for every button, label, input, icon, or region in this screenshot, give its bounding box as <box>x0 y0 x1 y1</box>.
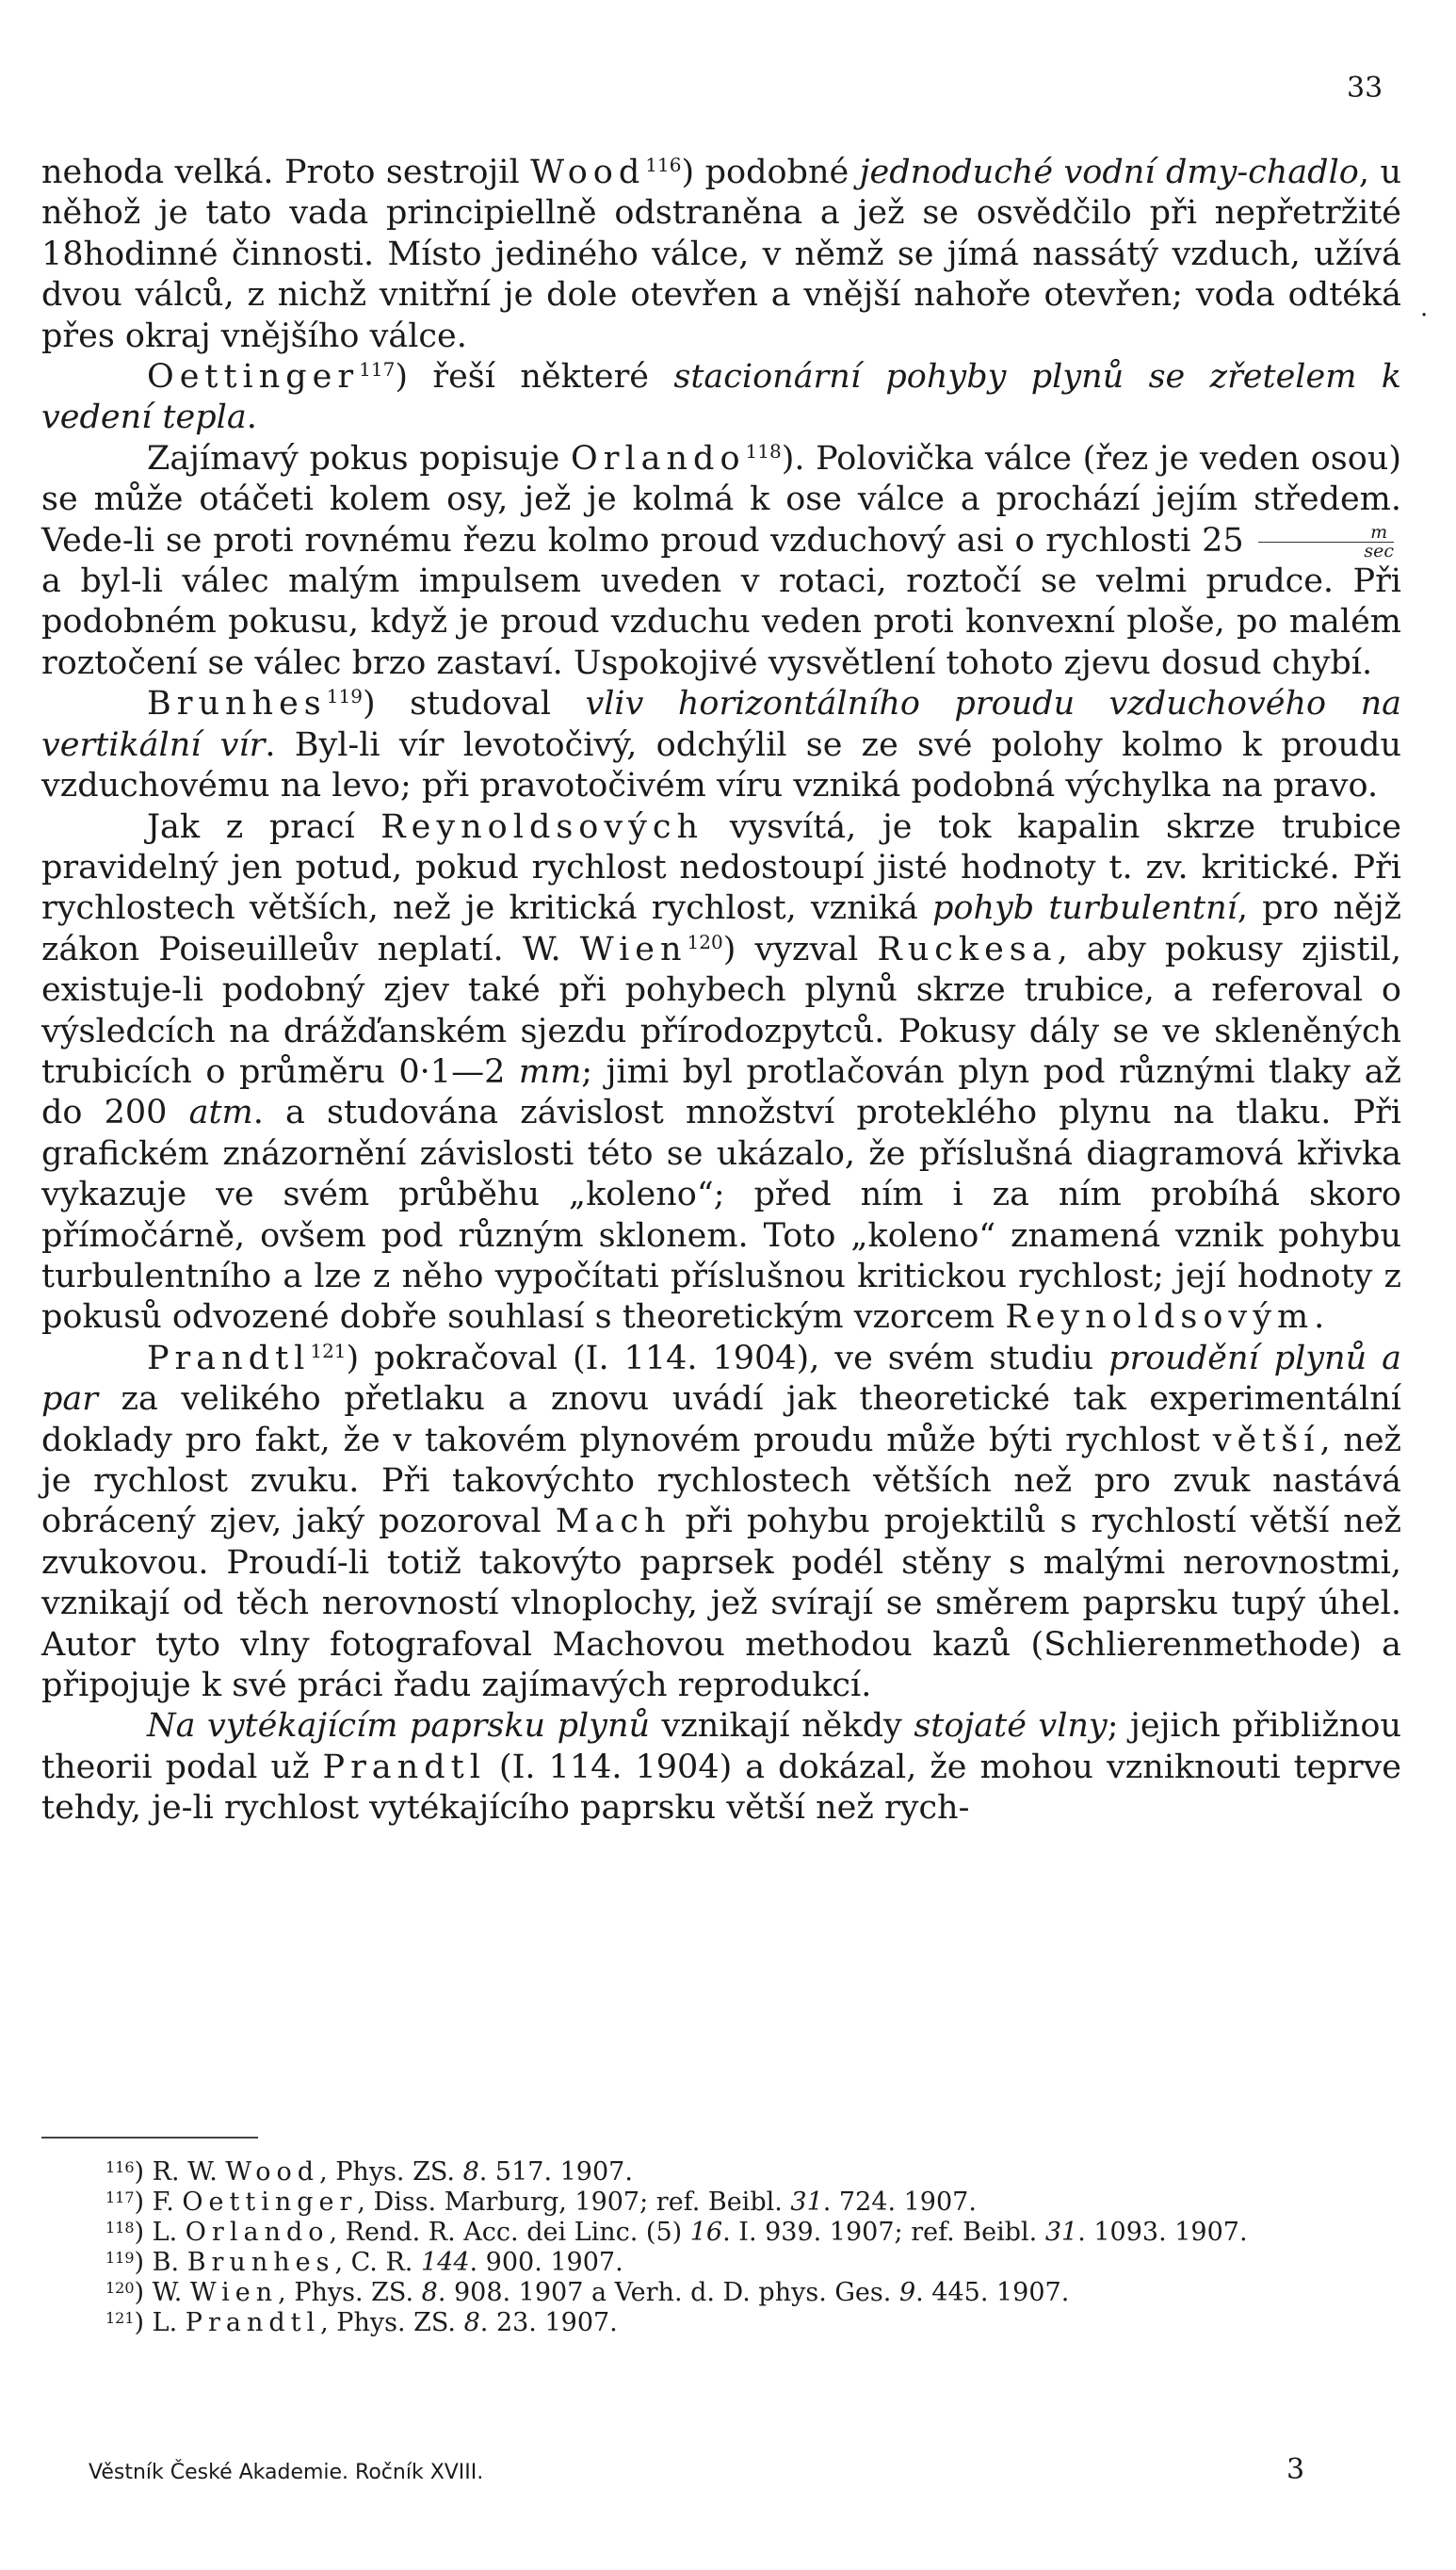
text-run: při pohybu projektilů s rychlostí větší než zvukovou. Proudí-li totiž takovýto paprsek podél stěny s malými nerovnostmi, vznikají od těch nerovností vlnoplochy, jež svírají se směrem paprsku tupý úhel. Autor tyto vlny fotografoval Machovou methodou kazů (Schlierenmethode) a připojuje k své práci řadu zajímavých reprodukcí. <box>41 1503 1401 1705</box>
text-run: . Byl-li vír levotočivý, odchýlil se ze své polohy kolmo k proudu vzduchovému na levo; při pravotočivém víru vzniká podobná výchylka na pravo. <box>41 725 1401 805</box>
spaced-name: Prandtl <box>185 2308 321 2337</box>
spaced-name: Wien <box>579 930 688 968</box>
text-run: B. <box>152 2248 187 2277</box>
text-run: . <box>1314 1298 1325 1337</box>
footnote-number: 117 <box>105 2188 135 2206</box>
paragraph <box>41 684 1401 806</box>
footnote-paren: ) <box>134 2157 153 2187</box>
text-run: , Diss. Marburg, 1907; ref. Beibl. <box>357 2188 791 2217</box>
text-run: vznikají někdy <box>650 1707 914 1746</box>
footnote <box>38 2157 1413 2188</box>
italic-text: atm <box>188 1094 253 1132</box>
footnote-paren: ) <box>134 2188 153 2217</box>
text-run: , u něhož je tato vada principiellně odstraněna a jež se osvědčilo při nepřetržité 18hodinné činnosti. Místo jediného válce, v němž se jímá nassátý vzduch, užívá dvou válců, z nichž vnitřní je dole otevřen a vnější nahoře otevřen; voda odtéká přes okraj vnějšího válce. <box>41 154 1401 355</box>
spaced-name: Wood <box>530 154 646 191</box>
italic-text: 8 <box>462 2157 479 2187</box>
text-run: . 23. 1907. <box>479 2308 618 2337</box>
paragraph <box>41 153 1401 357</box>
spaced-name: Prandtl <box>147 1339 311 1377</box>
text-run: . 445. 1907. <box>915 2278 1070 2307</box>
spaced-name: Wood <box>225 2157 320 2187</box>
paragraph <box>41 439 1401 684</box>
text-run: a byl-li válec malým impulsem uveden v rotaci, roztočí se velmi prudce. Při podobném pokusu, když je proud vzduchu veden proti konvexní ploše, po malém roztočení se válec brzo zastaví. Uspokojivé vysvětlení tohoto zjevu dosud chybí. <box>41 562 1401 682</box>
paragraph <box>41 1339 1401 1707</box>
text-run: Zajímavý pokus popisuje <box>147 439 572 478</box>
paragraph <box>41 357 1401 439</box>
text-run: (I. 114. 1904) a dokázal, že mohou vzniknouti teprve tehdy, je-li rychlost vytékajícího paprsku větší než rych- <box>41 1748 1401 1828</box>
text-run: L. <box>152 2218 186 2247</box>
journal-footer: Věstník České Akademie. Ročník XVIII. <box>89 2461 484 2484</box>
margin-mark: · <box>1420 301 1429 330</box>
paragraph <box>41 1706 1401 1829</box>
footnote-paren: ) <box>134 2218 153 2247</box>
footnote-number: 119 <box>105 2249 135 2267</box>
spaced-name: větší <box>1212 1421 1320 1459</box>
text-run: ) vyzval <box>722 930 878 968</box>
text-run: nehoda velká. Proto sestrojil <box>41 154 531 191</box>
italic-text: stacionární pohyby plynů se zřetelem k vedení tepla <box>41 358 1401 437</box>
italic-text: 31 <box>1044 2218 1078 2247</box>
text-run: ; jimi byl protlačován plyn pod různými tlaky až do 200 <box>41 1052 1401 1132</box>
italic-text: 16 <box>689 2218 723 2247</box>
italic-text: 8 <box>463 2308 480 2337</box>
footnote-ref: 117 <box>359 358 396 382</box>
italic-text: jednoduché vodní dmy-chadlo <box>859 154 1359 191</box>
spaced-name: Mach <box>555 1503 671 1541</box>
footnote-paren: ) <box>134 2278 153 2307</box>
text-run: , Phys. ZS. <box>319 2157 463 2187</box>
fraction-denominator: sec <box>1258 542 1394 561</box>
footnote-number: 116 <box>105 2158 135 2176</box>
body-text <box>41 153 1401 1830</box>
footnote-ref: 118 <box>745 439 782 463</box>
footnote-ref: 121 <box>310 1339 347 1362</box>
footnote <box>38 2188 1413 2218</box>
text-run: W. <box>152 2278 190 2307</box>
text-run: L. <box>152 2308 186 2337</box>
italic-text: proudění plynů a par <box>41 1339 1401 1419</box>
italic-text: pohyb turbulentní <box>932 889 1238 928</box>
spaced-name: Oettinger <box>182 2188 358 2217</box>
spaced-name: Reynoldsovým <box>1005 1298 1315 1337</box>
footnote-paren: ) <box>134 2248 153 2277</box>
spaced-name: Oettinger <box>147 358 360 397</box>
text-run: za velikého přetlaku a znovu uvádí jak theoretické tak experimentální doklady pro fakt, že v takovém plynovém proudu může býti rychlost <box>41 1380 1401 1459</box>
text-run: . 724. 1907. <box>822 2188 977 2217</box>
italic-text: 31 <box>790 2188 823 2217</box>
italic-text: 9 <box>898 2278 916 2307</box>
footnotes <box>38 2157 1413 2338</box>
footnote-divider <box>41 2137 258 2139</box>
text-run: , Phys. ZS. <box>320 2308 464 2337</box>
text-run: ) studoval <box>362 685 586 724</box>
footnote-number: 120 <box>105 2279 135 2297</box>
spaced-name: Orlando <box>185 2218 330 2247</box>
fraction-numerator: m <box>1370 521 1388 543</box>
text-run: . 1093. 1907. <box>1077 2218 1248 2247</box>
unit-fraction <box>1258 521 1394 561</box>
text-run: F. <box>152 2188 183 2217</box>
italic-text: 8 <box>421 2278 438 2307</box>
text-run: ) podobné <box>681 154 860 191</box>
spaced-name: Orlando <box>571 439 746 478</box>
spaced-name: Wien <box>189 2278 279 2307</box>
footnote <box>38 2308 1413 2338</box>
italic-text: stojaté vlny <box>914 1707 1108 1746</box>
footnote-paren: ) <box>134 2308 153 2337</box>
spaced-name: Reynoldsových <box>380 807 704 846</box>
paragraph <box>41 807 1401 1339</box>
text-run: . 900. 1907. <box>469 2248 623 2277</box>
text-run: . 517. 1907. <box>478 2157 633 2187</box>
text-run: ) pokračoval (I. 114. 1904), ve svém studiu <box>346 1339 1109 1377</box>
footnote <box>38 2248 1413 2278</box>
text-run: , Rend. R. Acc. dei Linc. (5) <box>329 2218 690 2247</box>
text-run: ). Polovička válce (řez je veden osou) se může otáčeti kolem osy, jež je kolmá k ose válce a prochází jejím středem. Vede-li se proti rovnému řezu kolmo proud vzduchový asi o rychlosti 25 <box>41 439 1401 560</box>
text-run: ) řeší některé <box>395 358 674 397</box>
text-run: , pro nějž zákon Poiseuilleův neplatí. W. <box>41 889 1401 968</box>
footnote-ref: 120 <box>687 930 723 953</box>
spaced-name: Prandtl <box>322 1748 486 1786</box>
footnote <box>38 2218 1413 2248</box>
spaced-name: Brunhes <box>186 2248 335 2277</box>
text-run: . a studována závislost množství proteklého plynu na tlaku. Při grafickém znázornění závislosti této se ukázalo, že příslušná diagramová křivka vykazuje ve svém průběhu „koleno“; před ním i za ním probíhá skoro přímočárně, ovšem pod různým sklonem. Toto „koleno“ znamená vznik pohybu turbulentního a lze z něho vypočítati příslušnou kritickou rychlost; její hodnoty z pokusů odvozené dobře souhlasí s theoretickým vzorcem <box>41 1094 1401 1337</box>
text-run: R. W. <box>152 2157 226 2187</box>
text-run: , Phys. ZS. <box>278 2278 422 2307</box>
spaced-name: Ruckesa <box>877 930 1058 968</box>
italic-text: vliv horizontálního proudu vzduchového na vertikální vír <box>41 685 1401 764</box>
footnote-ref: 116 <box>645 154 682 176</box>
italic-text: mm <box>518 1052 582 1091</box>
text-run: vysvítá, je tok kapalin skrze trubice pravidelný jen potud, pokud rychlost nedostoupí jisté hodnoty t. zv. kritické. Při rychlostech větších, než je kritická rychlost, vzniká <box>41 807 1401 928</box>
footnote-number: 121 <box>105 2309 135 2327</box>
text-run: . I. 939. 1907; ref. Beibl. <box>722 2218 1045 2247</box>
sheet-signature: 3 <box>1286 2453 1305 2486</box>
text-run: . 908. 1907 a Verh. d. D. phys. Ges. <box>437 2278 899 2307</box>
text-run: , C. R. <box>334 2248 421 2277</box>
text-run: ; jejich přibližnou theorii podal už <box>41 1707 1401 1786</box>
text-run: , aby pokusy zjistil, existuje-li podobný zjev také při pohybech plynů skrze trubice, a referoval o výsledcích na drážďanském sjezdu přírodozpytců. Pokusy dály se ve skleněných trubicích o průměru 0·1—2 <box>41 930 1401 1091</box>
page-number: 33 <box>1347 72 1383 105</box>
italic-text: Na vytékajícím paprsku plynů <box>147 1707 651 1746</box>
text-run: Jak z prací <box>147 807 381 846</box>
footnote-number: 118 <box>105 2219 135 2237</box>
text-run: , než je rychlost zvuku. Při takovýchto rychlostech větších než pro zvuk nastává obrácený zjev, jaký pozoroval <box>41 1421 1401 1541</box>
footnote-ref: 119 <box>326 685 363 708</box>
spaced-name: Brunhes <box>147 685 327 724</box>
text-run: . <box>246 399 257 437</box>
italic-text: 144 <box>420 2248 470 2277</box>
footnote <box>38 2278 1413 2308</box>
